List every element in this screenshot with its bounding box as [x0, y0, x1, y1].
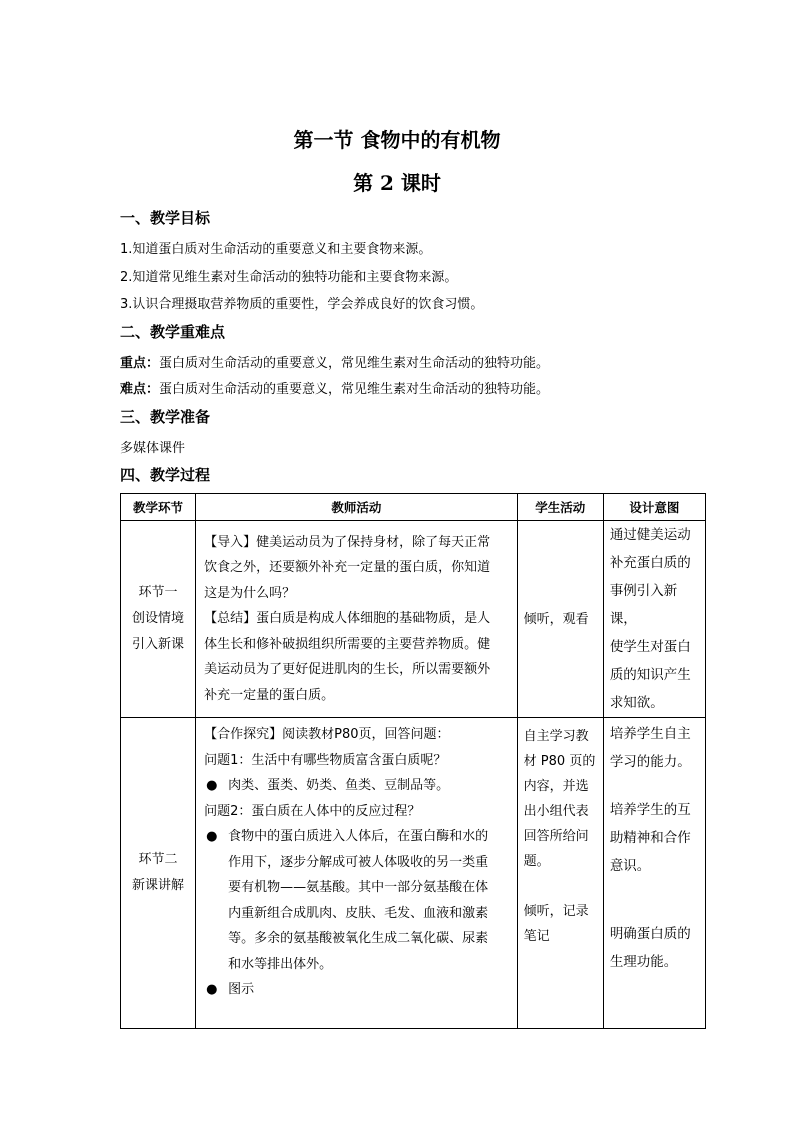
section-heading-goals: 一、教学目标 — [120, 209, 211, 227]
bullet-icon: ● — [206, 829, 218, 844]
stage-line: 环节一 — [138, 585, 178, 600]
student-line: 回答所给问 — [523, 829, 589, 844]
page-title: 第一节 食物中的有机物 — [293, 128, 501, 152]
stage-cell — [121, 521, 196, 718]
column-header: 教学环节 — [121, 494, 196, 521]
stage-line: 环节二 — [138, 852, 178, 867]
difficulty-label: 难点： — [120, 382, 160, 397]
column-header: 学生活动 — [517, 494, 603, 521]
goal-item: 1.知道蛋白质对生命活动的重要意义和主要食物来源。 — [120, 242, 432, 257]
column-header: 教师活动 — [196, 494, 518, 521]
student-cell — [517, 718, 603, 1029]
teacher-line: 美运动员为了更好促进肌肉的生长，所以需要额外 — [204, 662, 491, 678]
design-line: 学习的能力。 — [609, 754, 691, 770]
teacher-line: 【导入】健美运动员为了保持身材，除了每天正常 — [204, 534, 491, 550]
student-cell — [517, 521, 603, 718]
student-line: 出小组代表 — [523, 804, 589, 819]
bullet-icon: ● — [206, 778, 218, 793]
table-row — [121, 718, 706, 1029]
teacher-line: 问题1：生活中有哪些物质富含蛋白质呢？ — [204, 752, 447, 768]
student-line: 倾听，记录 — [523, 904, 589, 919]
design-line: 使学生对蛋白 — [609, 639, 691, 655]
design-line: 明确蛋白质的 — [609, 926, 691, 942]
design-line: 生理功能。 — [609, 954, 678, 970]
bullet-item: ● 食物中的蛋白质进入人体后，在蛋白酶和水的 作用下，逐步分解成可被人体吸收的另一类重 要有机物——氨基酸。其中一部分氨基酸在体 内重新组合成肌肉、皮肤、毛发、血液和激素 等。多余的氨基酸被氧化生成二氧化碳、尿素 和水等排出体外。 — [204, 824, 509, 977]
bullet-item: ● 图示 — [204, 977, 509, 1003]
focus-line — [120, 352, 549, 371]
table-header-row — [121, 494, 706, 521]
stage-line: 新课讲解 — [132, 878, 185, 893]
column-header: 设计意图 — [603, 494, 705, 521]
design-cell — [603, 521, 705, 718]
teacher-line: 问题2：蛋白质在人体中的反应过程？ — [204, 803, 421, 819]
difficulty-text: 蛋白质对生命活动的重要意义，常见维生素对生命活动的独特功能。 — [159, 382, 550, 397]
teacher-line: 体生长和修补破损组织所需要的主要营养物质。健 — [204, 636, 491, 652]
student-line: 笔记 — [523, 929, 550, 944]
bullet-icon: ● — [206, 982, 218, 997]
student-line: 倾听，观看 — [523, 611, 589, 627]
difficulty-line — [120, 378, 549, 397]
design-line: 通过健美运动 — [609, 527, 691, 543]
section-heading-key-points: 二、教学重难点 — [120, 323, 226, 341]
student-line: 材 P80 页的 — [523, 754, 596, 769]
focus-label: 重点： — [120, 356, 160, 371]
section-heading-prep: 三、教学准备 — [120, 408, 211, 426]
design-line: 助精神和合作 — [609, 830, 691, 846]
teacher-line: 这是为什么吗？ — [204, 585, 296, 601]
teacher-cell — [196, 521, 518, 718]
student-line: 自主学习教 — [523, 729, 589, 744]
design-line: 培养学生的互 — [609, 802, 691, 818]
design-line: 求知欲。 — [609, 695, 664, 711]
design-line: 质的知识产生 — [609, 667, 691, 683]
teacher-cell — [196, 718, 518, 1029]
teacher-line: 饮食之外，还要额外补充一定量的蛋白质，你知道 — [204, 560, 491, 576]
design-line: 补充蛋白质的 — [609, 555, 691, 571]
section-heading-process: 四、教学过程 — [120, 466, 211, 484]
teacher-line: 补充一定量的蛋白质。 — [204, 687, 335, 703]
process-table — [120, 493, 706, 1029]
goal-item: 2.知道常见维生素对生命活动的独特功能和主要食物来源。 — [120, 270, 458, 285]
prep-text: 多媒体课件 — [120, 441, 186, 456]
design-line: 事例引入新课， — [609, 583, 678, 627]
teacher-line: 【总结】蛋白质是构成人体细胞的基础物质，是人 — [204, 611, 491, 627]
table-row — [121, 521, 706, 718]
student-line: 内容，并选 — [523, 779, 589, 794]
page-subtitle: 第 2 课时 — [353, 171, 441, 195]
stage-line: 引入新课 — [132, 637, 185, 652]
design-cell — [603, 718, 705, 1029]
teacher-line: 【合作探究】阅读教材P80页，回答问题： — [204, 727, 450, 742]
design-line: 意识。 — [609, 858, 651, 874]
stage-line: 创设情境 — [132, 611, 185, 626]
student-line: 题。 — [523, 854, 550, 869]
design-line: 培养学生自主 — [609, 726, 691, 742]
stage-cell — [121, 718, 196, 1029]
goal-item: 3.认识合理摄取营养物质的重要性，学会养成良好的饮食习惯。 — [120, 297, 484, 312]
focus-text: 蛋白质对生命活动的重要意义，常见维生素对生命活动的独特功能。 — [159, 356, 550, 371]
bullet-item: ● 肉类、蛋类、奶类、鱼类、豆制品等。 — [204, 773, 509, 799]
